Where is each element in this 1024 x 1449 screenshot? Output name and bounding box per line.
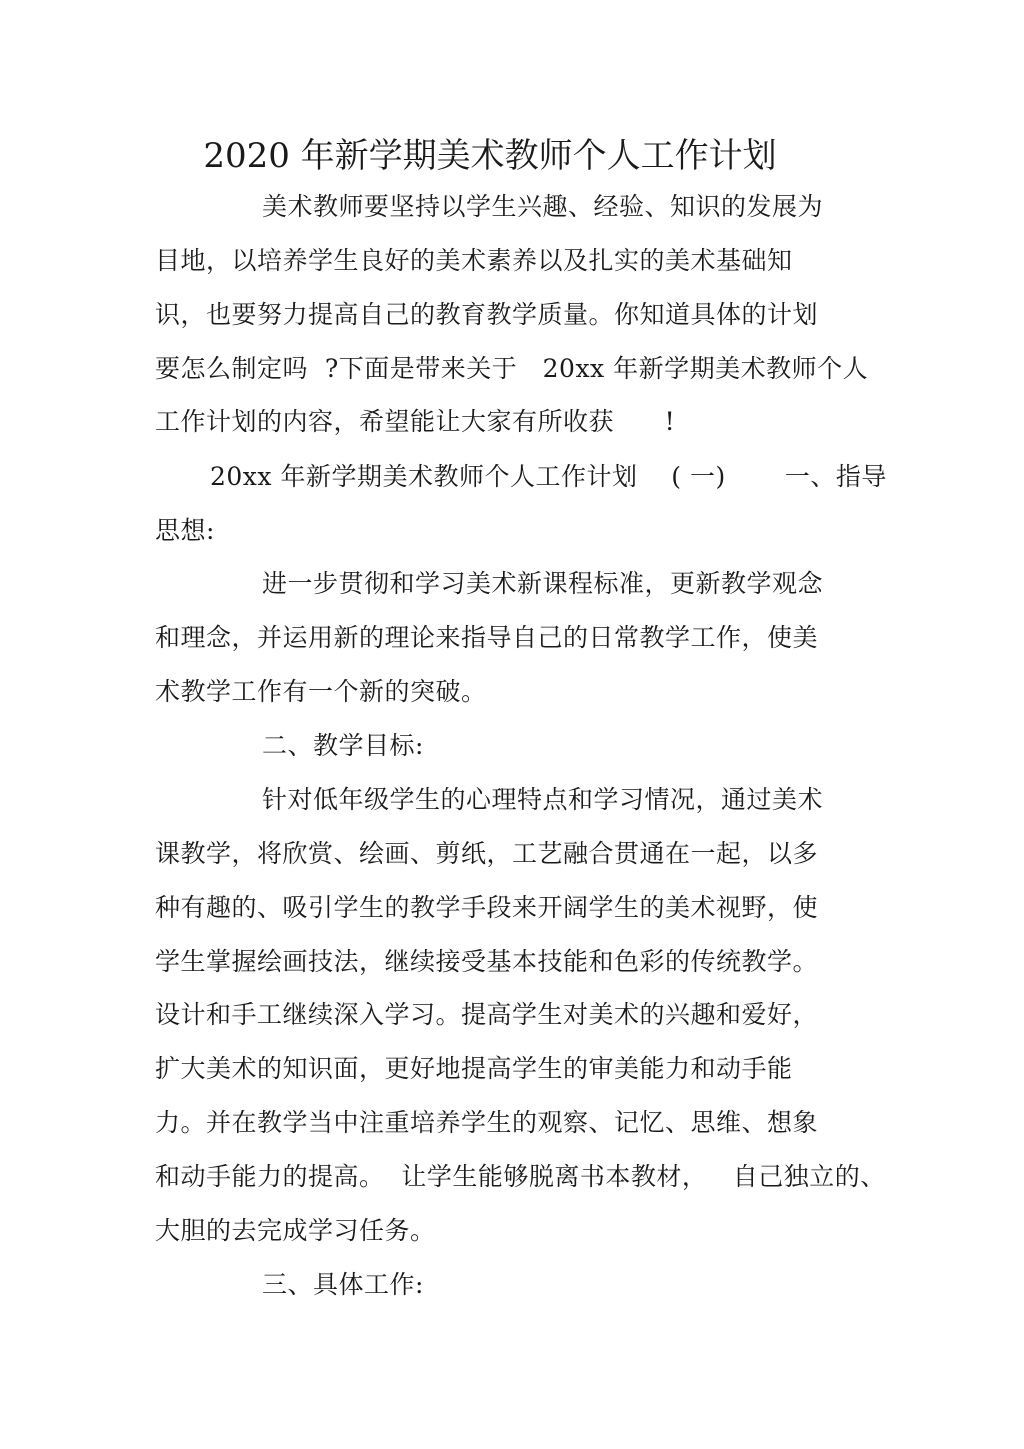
paragraph-line: 目地，以培养学生良好的美术素养以及扎实的美术基础知 xyxy=(155,246,793,275)
paragraph-line: 课教学，将欣赏、绘画、剪纸，工艺融合贯通在一起，以多 xyxy=(155,839,819,868)
paragraph-line: 扩大美术的知识面，更好地提高学生的审美能力和动手能 xyxy=(155,1054,793,1083)
paragraph-line: 学生掌握绘画技法，继续接受基本技能和色彩的传统教学。 xyxy=(155,947,819,976)
paragraph-line: 种有趣的、吸引学生的教学手段来开阔学生的美术视野，使 xyxy=(155,893,819,922)
paragraph-line: 大胆的去完成学习任务。 xyxy=(155,1216,436,1245)
page-title: 2020 年新学期美术教师个人工作计划 xyxy=(203,136,777,176)
paragraph-line: 力。并在教学当中注重培养学生的观察、记忆、思维、想象 xyxy=(155,1108,819,1137)
paragraph-line: 设计和手工继续深入学习。提高学生对美术的兴趣和爱好， xyxy=(155,1000,819,1029)
paragraph-line: 工作计划的内容，希望能让大家有所收获 ! xyxy=(155,407,676,436)
section-heading-line: 二、教学目标: xyxy=(262,731,424,760)
paragraph-line: 针对低年级学生的心理特点和学习情况，通过美术 xyxy=(262,785,824,814)
paragraph-line: 要怎么制定吗 ?下面是带来关于 20xx 年新学期美术教师个人 xyxy=(155,354,869,383)
paragraph-line: 进一步贯彻和学习美术新课程标准，更新教学观念 xyxy=(262,569,824,598)
paragraph-line: 和理念，并运用新的理论来指导自己的日常教学工作，使美 xyxy=(155,623,819,652)
section-heading-line: 20xx 年新学期美术教师个人工作计划 ( 一) 一、指导 xyxy=(210,462,887,491)
paragraph-line: 思想: xyxy=(155,516,215,545)
section-heading-line: 三、具体工作: xyxy=(262,1270,424,1299)
paragraph-line: 术教学工作有一个新的突破。 xyxy=(155,677,487,706)
paragraph-line: 美术教师要坚持以学生兴趣、经验、知识的发展为 xyxy=(262,192,824,221)
paragraph-line: 识，也要努力提高自己的教育教学质量。你知道具体的计划 xyxy=(155,300,819,329)
paragraph-line: 和动手能力的提高。 让学生能够脱离书本教材， 自己独立的、 xyxy=(155,1162,886,1191)
